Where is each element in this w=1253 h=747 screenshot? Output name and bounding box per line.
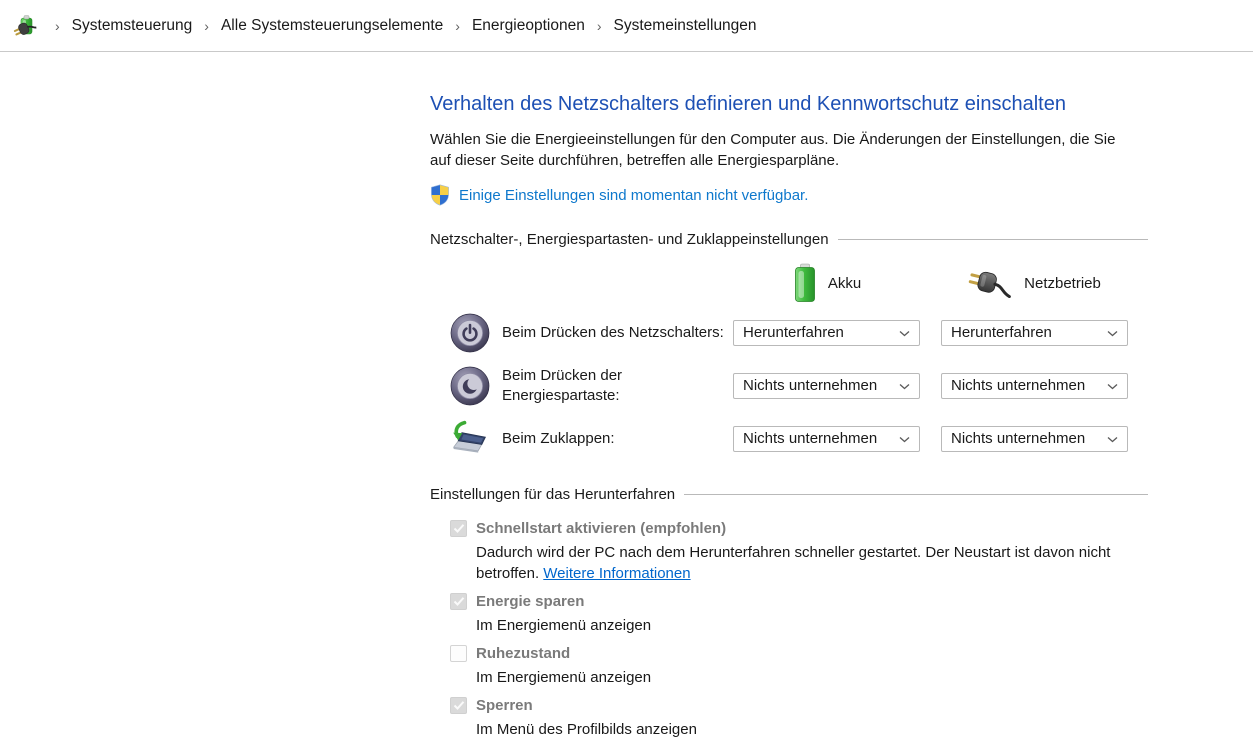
power-button-battery-select[interactable]: Herunterfahren	[733, 320, 920, 346]
power-settings-grid	[430, 260, 1148, 465]
sleep-button-ac-select[interactable]: Nichts unternehmen	[941, 373, 1128, 399]
row-sleep-button	[430, 359, 733, 412]
row-lid-close	[430, 412, 733, 465]
chevron-down-icon	[1107, 324, 1118, 341]
breadcrumb-chevron: ›	[455, 17, 460, 34]
option-description: Dadurch wird der PC nach dem Herunterfahren schneller gestartet. Der Neustart ist davon nicht betroffen. Weitere Informationen	[476, 544, 1111, 582]
breadcrumb-item-systemeinstellungen[interactable]: Systemeinstellungen	[613, 16, 757, 34]
option-energie-sparen: Energie sparen Im Energiemenü anzeigen	[450, 591, 1148, 636]
breadcrumb-item-alle-elemente[interactable]: Alle Systemsteuerungselemente	[220, 16, 444, 34]
row-label: Beim Drücken der Energiespartaste:	[502, 366, 623, 404]
option-ruhezustand: Ruhezustand Im Energiemenü anzeigen	[450, 643, 1148, 688]
lid-close-battery-select[interactable]: Nichts unternehmen	[733, 426, 920, 452]
chevron-down-icon	[899, 377, 910, 394]
breadcrumb-item-energieoptionen[interactable]: Energieoptionen	[471, 16, 585, 34]
page-title: Verhalten des Netzschalters definieren und Kennwortschutz einschalten	[430, 93, 1066, 115]
checkbox-ruhezustand[interactable]	[450, 645, 467, 662]
checkbox-sperren[interactable]	[450, 697, 467, 714]
breadcrumb-item-systemsteuerung[interactable]: Systemsteuerung	[71, 16, 193, 34]
uac-unlock-link[interactable]: Einige Einstellungen sind momentan nicht verfügbar.	[459, 186, 809, 204]
uac-shield-icon	[430, 184, 450, 206]
option-description: Im Energiemenü anzeigen	[476, 617, 652, 634]
sleep-button-battery-select[interactable]: Nichts unternehmen	[733, 373, 920, 399]
column-label-akku: Akku	[827, 274, 862, 292]
page-description: Wählen Sie die Energieeinstellungen für den Computer aus. Die Änderungen der Einstellungen, die Sie auf dieser Seite durchführen, betreffen alle Energiesparpläne.	[430, 131, 1116, 169]
main-content	[430, 52, 1148, 747]
section-divider	[684, 494, 1148, 495]
power-options-app-icon	[13, 14, 37, 38]
option-description: Im Menü des Profilbilds anzeigen	[476, 721, 697, 738]
breadcrumb-chevron: ›	[596, 17, 602, 34]
section-header-buttons: Netzschalter-, Energiespartasten- und Zuklappeinstellungen	[430, 231, 1148, 248]
section-header-shutdown: Einstellungen für das Herunterfahren	[430, 486, 1148, 503]
power-button-ac-select[interactable]: Herunterfahren	[941, 320, 1128, 346]
column-label-netzbetrieb: Netzbetrieb	[1024, 274, 1101, 292]
plug-icon	[968, 268, 1014, 298]
sleep-button-icon	[450, 366, 490, 406]
breadcrumb-chevron: ›	[204, 17, 209, 34]
row-label: Beim Drücken des Netzschalters:	[502, 323, 724, 341]
breadcrumb	[0, 0, 1253, 52]
chevron-down-icon	[899, 430, 910, 447]
chevron-down-icon	[1107, 430, 1118, 447]
row-power-button	[430, 306, 733, 359]
lid-close-ac-select[interactable]: Nichts unternehmen	[941, 426, 1128, 452]
lid-close-icon	[450, 419, 490, 459]
breadcrumb-chevron: ›	[55, 17, 60, 34]
option-schnellstart: Schnellstart aktivieren (empfohlen) Dadurch wird der PC nach dem Herunterfahren schneller gestartet. Der Neustart ist davon nicht betroffen. Weitere Informationen	[450, 518, 1148, 584]
section-divider	[838, 239, 1148, 240]
option-description: Im Energiemenü anzeigen	[476, 669, 652, 686]
power-button-icon	[450, 313, 490, 353]
checkbox-schnellstart[interactable]	[450, 520, 467, 537]
uac-row[interactable]	[430, 184, 1148, 206]
checkbox-energie-sparen[interactable]	[450, 593, 467, 610]
column-header-ac	[941, 260, 1128, 306]
weitere-informationen-link[interactable]: Weitere Informationen	[543, 565, 691, 582]
chevron-down-icon	[1107, 377, 1118, 394]
option-sperren: Sperren Im Menü des Profilbilds anzeigen	[450, 695, 1148, 740]
battery-icon	[792, 263, 818, 303]
column-header-battery	[733, 260, 920, 306]
row-label: Beim Zuklappen:	[502, 429, 615, 447]
shutdown-options	[450, 518, 1148, 740]
chevron-down-icon	[899, 324, 910, 341]
